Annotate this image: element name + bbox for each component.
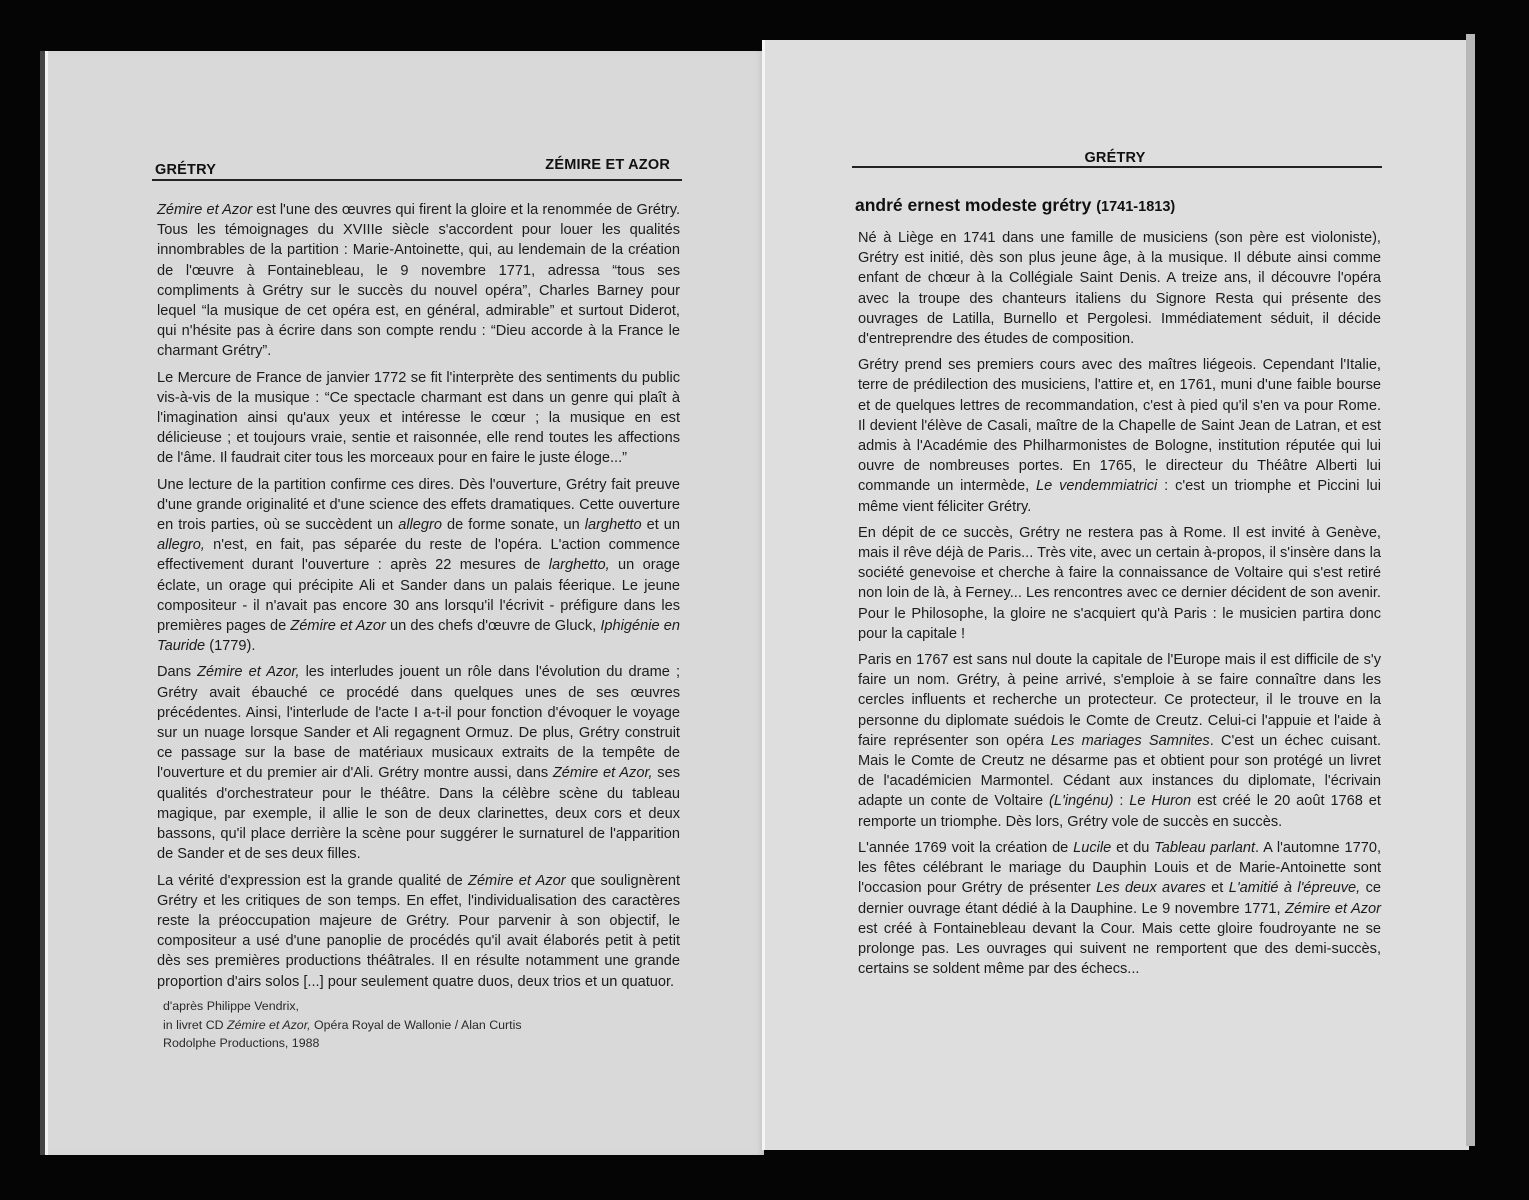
text-run: n'est, en fait, pas séparée du reste de l'opéra. L'action commence effectivement durant l'ouverture : après 22 mesures de (157, 537, 680, 574)
paragraph (157, 200, 680, 362)
text-run: Dans (157, 664, 198, 681)
text-run: . C'est un échec cuisant. Mais le Comte de Creutz ne désarme pas et obtient pour son protégé un livret de l'académicien Marmontel. Cédant aux instances du diplomate, l'écrivain adapte un conte de Voltaire (858, 732, 1381, 810)
text-run: et (1205, 880, 1229, 897)
paragraph (858, 228, 1381, 349)
paragraph (858, 838, 1381, 979)
credits (163, 997, 522, 1053)
text-run: Une lecture de la partition confirme ces dires. Dès l'ouverture, Grétry fait preuve d'une grande originalité et d'une science des effets dramatiques. Cette ouverture en trois parties, où se succèdent un (157, 476, 680, 534)
left-section-header: ZÉMIRE ET AZOR (545, 157, 670, 173)
text-run: les interludes jouent un rôle dans l'évolution du drame ; Grétry avait ébauché ce procédé dans quelques unes de ses œuvres précédentes. Ainsi, l'interlude de l'acte I a-t-il pour fonction d'évoquer le voyage sur un nuage lorsque Sander et Ali regagnent Ormuz. De plus, Grétry construit ce passage sur la base de matériaux musicaux extraits de la tempête de l'ouverture et du premier air d'Ali. Grétry montre aussi, dans (157, 664, 680, 782)
right-header-rule (852, 166, 1382, 168)
left-running-header: GRÉTRY (155, 162, 217, 178)
italic-run: Tableau parlant (1154, 839, 1256, 856)
credits-line-2-pre: in livret CD (163, 1017, 228, 1032)
text-run: de forme sonate, un (442, 517, 585, 534)
text-run: La vérité d'expression est la grande qualité de (157, 872, 469, 889)
italic-run: Le vendemmiatrici (1036, 478, 1158, 495)
credits-line-2-italic: Zémire et Azor, (227, 1017, 311, 1032)
italic-run: (L'ingénu) (1048, 793, 1114, 810)
text-run: En dépit de ce succès, Grétry ne restera pas à Rome. Il est invité à Genève, mais il rêve déjà de Paris... Très vite, avec un certain à-propos, il s'insère dans la société genevoise et cherche à faire la connaissance de Voltaire qui s'est retiré non loin de là, à Ferney... Les rencontres avec ce dernier décident de son avenir. Pour le Philosophe, la gloire ne s'acquiert qu'à Paris : le musicien partira donc pour la capitale ! (858, 524, 1381, 642)
italic-run: Zémire et Azor (1285, 900, 1381, 917)
text-run: . A l'automne 1770, les fêtes célébrant le mariage du Dauphin Louis et de Marie-Antoinette sont l'occasion pour Grétry de présenter (858, 839, 1382, 897)
text-run: ses qualités d'orchestrateur pour le théâtre. Dans la célèbre scène du tableau magique, par exemple, il allie le son de deux clarinettes, deux cors et deux bassons, qu'il place derrière la scène pour suggérer le surnaturel de l'apparition de Sander et de ses deux filles. (157, 765, 681, 863)
text-run: (1779). (205, 638, 256, 655)
paragraph (157, 368, 680, 469)
paragraph (157, 475, 680, 657)
italic-run: Zémire et Azor (290, 618, 386, 635)
paragraph (858, 523, 1381, 644)
left-text-column (157, 200, 680, 998)
text-run: est l'une des œuvres qui firent la gloire et la renommée de Grétry. Tous les témoignages du XVIIIe siècle s'accordent pour louer les qualités innombrables de la partition : Marie-Antoinette, qui, au lendemain de la création de l'œuvre à Fontainebleau, le 9 novembre 1771, adressa “tous ses compliments à Grétry sur le succès du nouvel opéra”, Charles Barney pour lequel “la musique de cet opéra est, en général, admirable” et surtout Diderot, qui n'hésite pas à écrire dans son compte rendu : “Dieu accorde à la France le charmant Grétry”. (157, 202, 681, 360)
credits-line-2-post: Opéra Royal de Wallonie / Alan Curtis (310, 1017, 522, 1032)
text-run: Le Mercure de France de janvier 1772 se fit l'interprète des sentiments du public vis-à-vis de la musique : “Ce spectacle charmant est dans un genre qui plaît à l'imagination ainsi qu'aux yeux et intéresse le cœur ; la musique en est délicieuse ; et toujours vraie, sentie et raisonnée, elle rend toutes les affections de l'âme. Il faudrait citer tous les morceaux pour en faire le juste éloge...” (157, 369, 680, 467)
text-run: Grétry prend ses premiers cours avec des maîtres liégeois. Cependant l'Italie, terre de prédilection des musiciens, l'attire et, en 1761, muni d'une faible bourse et de quelques lettres de recommandation, c'est à pied qu'il s'en va pour Rome. Il devient l'élève de Casali, maître de la Chapelle de Saint Jean de Latran, et est admis à l'Académie des Philharmonistes de Bologne, institution réputée qui lui ouvre de nombreuses portes. En 1765, le directeur du Théâtre Alberti lui commande un intermède, (858, 357, 1381, 495)
credits-line-3: Rodolphe Productions, 1988 (163, 1036, 320, 1050)
paragraph (858, 355, 1381, 517)
text-run: que soulignèrent Grétry et les critiques de son temps. En effet, l'individualisation des caractères reste la préoccupation majeure de Grétry. Pour parvenir à son objectif, le compositeur a usé d'une panoplie de procédés qu'il avait élaborés petit à petit dès ses premières productions théâtrales. Il en résulte notamment une grande proportion d'airs solos [...] pour seulement quatre duos, deux trios et un quatuor. (157, 872, 680, 990)
italic-run: Zémire et Azor, (197, 664, 300, 681)
biography-title-name: andré ernest modeste grétry (855, 195, 1092, 215)
text-run: est créé le 20 août 1768 et remporte un triomphe. Dès lors, Grétry vole de succès en succès. (858, 793, 1381, 830)
text-run: et un (641, 517, 681, 534)
credits-line-2 (163, 1016, 522, 1035)
italic-run: larghetto, (548, 557, 610, 574)
text-run: : (1113, 793, 1130, 810)
italic-run: Zémire et Azor, (552, 765, 653, 782)
paragraph (858, 650, 1381, 832)
italic-run: allegro, (157, 537, 205, 554)
text-run: et du (1111, 839, 1155, 856)
italic-run: Lucile (1073, 839, 1112, 856)
biography-title-dates: (1741-1813) (1096, 199, 1176, 215)
credits-line-1: d'après Philippe Vendrix, (163, 999, 299, 1013)
biography-title (855, 195, 1175, 216)
italic-run: Zémire et Azor (157, 202, 253, 218)
text-run: est créé à Fontainebleau devant la Cour. Mais cette gloire foudroyante ne se prolonge pas. Les ouvrages qui suivent ne remportent que des demi-succès, certains se soldent même par des échecs... (858, 920, 1381, 978)
text-run: ce dernier ouvrage étant dédié à la Dauphine. Le 9 novembre 1771, (858, 880, 1381, 917)
paragraph (157, 871, 680, 992)
italic-run: Les mariages Samnites (1050, 732, 1210, 749)
right-running-header: GRÉTRY (1084, 150, 1146, 166)
italic-run: Zémire et Azor (468, 872, 566, 889)
italic-run: Les deux avares (1096, 880, 1206, 897)
text-run: un orage éclate, un orage qui précipite Ali et Sander dans un palais féerique. Le jeune compositeur - il n'avait pas encore 30 ans lorsqu'il l'écrivit - préfigure dans les premières pages de (157, 557, 680, 635)
paragraph (157, 662, 680, 864)
italic-run: L'amitié à l'épreuve, (1228, 880, 1361, 897)
left-header-rule (152, 179, 682, 181)
italic-run: Iphigénie en Tauride (157, 618, 681, 655)
right-text-column (858, 228, 1381, 985)
italic-run: allegro (398, 517, 443, 534)
text-run: un des chefs d'œuvre de Gluck, (385, 618, 601, 635)
right-page-edge (1466, 34, 1475, 1146)
text-run: : c'est un triomphe et Piccini lui même vient féliciter Grétry. (858, 478, 1381, 515)
text-run: Paris en 1767 est sans nul doute la capitale de l'Europe mais il est difficile de s'y faire un nom. Grétry, à peine arrivé, s'emploie à se faire connaître dans les cercles influents et recherche un protecteur. Ce protecteur, il le trouve en la personne du diplomate suédois le Comte de Creutz. Celui-ci l'appuie et l'aide à faire représenter son opéra (858, 652, 1381, 749)
italic-run: Le Huron (1129, 793, 1192, 810)
text-run: L'année 1769 voit la création de (858, 839, 1074, 856)
italic-run: larghetto (584, 517, 642, 534)
text-run: Né à Liège en 1741 dans une famille de musiciens (son père est violoniste), Grétry est initié, dès son plus jeune âge, à la musique. Il débute ainsi comme enfant de chœur à la Collégiale Saint Denis. A treize ans, il découvre l'opéra avec la troupe des chanteurs italiens du Signore Resta qui présente des ouvrages de Latilla, Burnello et Pergolesi. Immédiatement séduit, il décide d'entreprendre des études de composition. (858, 230, 1381, 348)
